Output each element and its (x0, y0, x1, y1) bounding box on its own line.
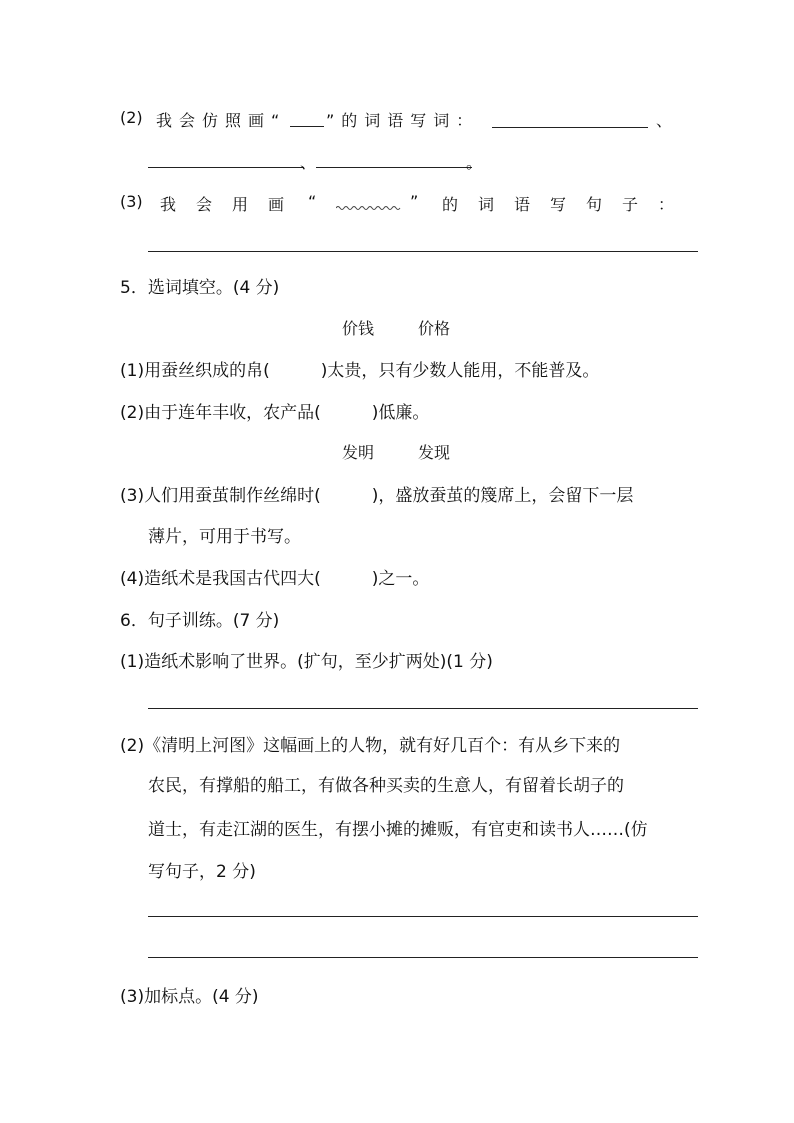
q4-2-prompt-b: ”的词语写词： (326, 111, 480, 130)
q4-2-prompt-a: 我会仿照画“ (156, 111, 287, 130)
q4-3-char: 写 (550, 195, 567, 214)
q6-item-3: (3)加标点。(4 分) (120, 987, 259, 1007)
q6-1-answer-line[interactable] (148, 708, 698, 709)
q4-3-answer-line[interactable] (148, 251, 698, 252)
q4-2-answer-blank-3[interactable] (316, 167, 472, 168)
q4-3-char: 子 (622, 195, 639, 214)
q6-item-2-line-3: 道士，有走江湖的医生，有摆小摊的摊贩，有官吏和读书人……(仿 (148, 820, 648, 840)
q4-3-char: 画 (268, 195, 285, 214)
q6-2-answer-line-1[interactable] (148, 916, 698, 917)
q4-3-number: (3) (120, 192, 143, 211)
q6-heading: 6．句子训练。(7 分) (120, 611, 280, 631)
q4-3-char: 语 (514, 195, 531, 214)
q4-3-char: 会 (196, 195, 213, 214)
q5-item-4: (4)造纸术是我国古代四大( )之一。 (120, 569, 430, 589)
q5-item-3-line-1: (3)人们用蚕茧制作丝绵时( )，盛放蚕茧的篾席上，会留下一层 (120, 486, 634, 506)
q6-item-2-line-2: 农民，有撑船的船工，有做各种买卖的生意人，有留着长胡子的 (148, 776, 624, 796)
q5-item-3-line-2: 薄片，可用于书写。 (148, 527, 301, 547)
q4-3-char: 用 (232, 195, 249, 214)
q5-item-1: (1)用蚕丝织成的帛( )太贵，只有少数人能用，不能普及。 (120, 361, 600, 381)
q5-word-option: 发明 (342, 443, 375, 462)
q5-item-2: (2)由于连年丰收，农产品( )低廉。 (120, 403, 430, 423)
q4-3-char: 的 (442, 195, 459, 214)
q4-3-wavy-underline (336, 204, 402, 212)
q4-3-char: 句 (586, 195, 603, 214)
q4-2-separator-1: 、 (656, 111, 673, 130)
q5-word-option: 发现 (418, 443, 451, 462)
q4-3-char: 词 (478, 195, 495, 214)
q6-item-1: (1)造纸术影响了世界。(扩句，至少扩两处)(1 分) (120, 652, 493, 672)
q4-2-separator-2: 、 (300, 153, 317, 172)
q4-3-char: 我 (160, 195, 177, 214)
q6-2-answer-line-2[interactable] (148, 957, 698, 958)
q4-2-answer-blank-1[interactable] (492, 127, 648, 128)
q4-3-char: “ (308, 192, 317, 211)
q5-word-option: 价钱 (342, 319, 375, 338)
q5-word-option: 价格 (418, 319, 451, 338)
q4-2-answer-blank-2[interactable] (148, 167, 304, 168)
q4-3-char: ” (410, 192, 419, 211)
q5-heading: 5．选词填空。(4 分) (120, 278, 280, 298)
q4-2-sample-underline (290, 126, 324, 127)
q6-item-2-line-1: (2)《清明上河图》这幅画上的人物，就有好几百个：有从乡下来的 (120, 736, 621, 756)
q6-item-2-line-4: 写句子，2 分) (148, 862, 256, 882)
q4-2-end-mark: 。 (466, 153, 483, 172)
q4-2-number: (2) (120, 108, 143, 127)
q4-3-char: ： (658, 195, 675, 214)
